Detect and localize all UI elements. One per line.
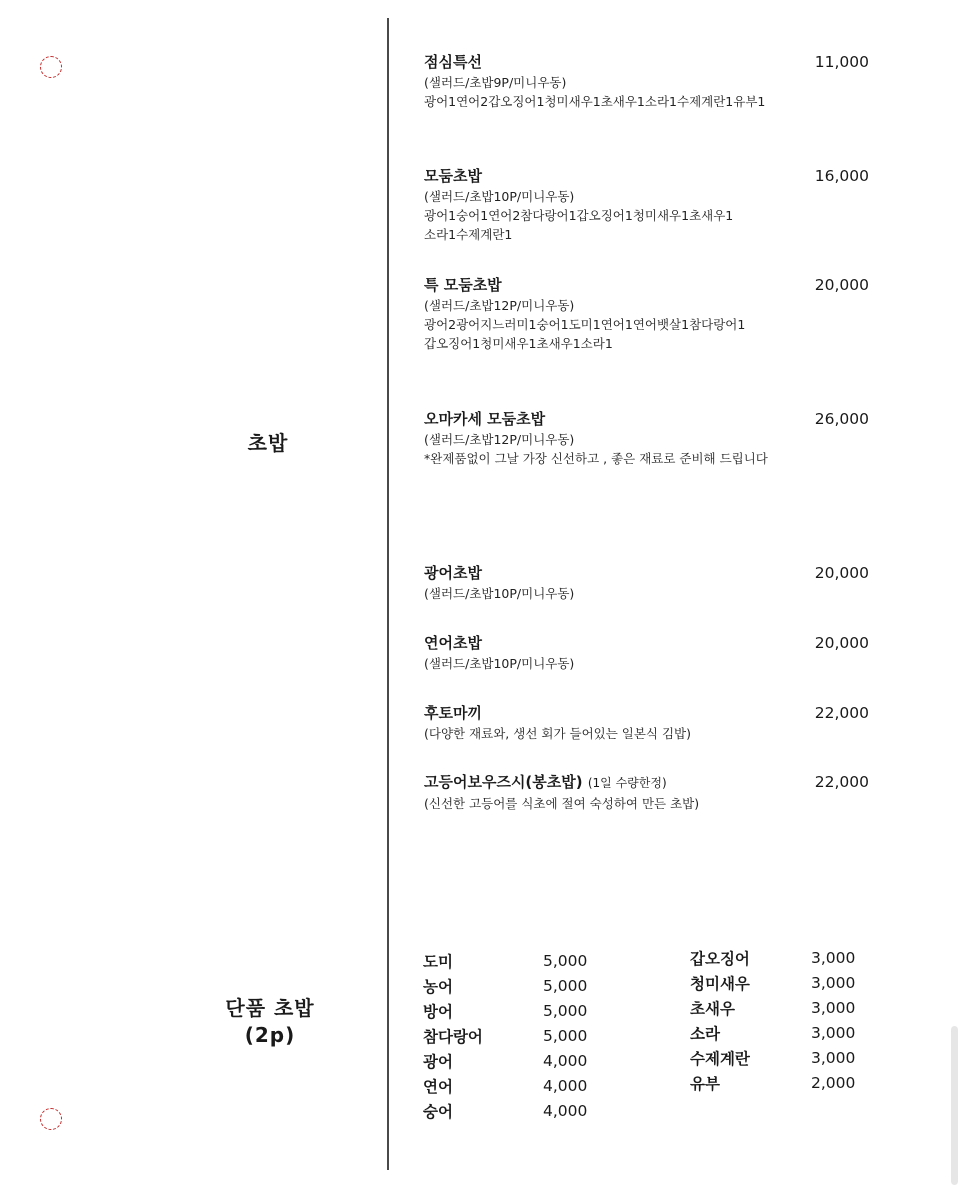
single-sushi-name: 청미새우	[690, 975, 750, 993]
single-sushi-name: 숭어	[423, 1103, 453, 1121]
single-sushi-price: 3,000	[811, 949, 856, 967]
single-sushi-price: 3,000	[811, 999, 856, 1017]
single-sushi-price: 3,000	[811, 1049, 856, 1067]
section-title-sushi: 초밥	[247, 431, 289, 455]
single-sushi-row	[690, 1071, 870, 1096]
single-sushi-row	[690, 971, 870, 996]
single-sushi-name: 갑오징어	[690, 950, 750, 968]
item-description: 소라1수제계란1	[424, 227, 513, 242]
binder-hole-top	[40, 56, 62, 78]
menu-item-salmon-sushi	[424, 633, 869, 673]
single-sushi-price: 5,000	[543, 952, 588, 970]
single-sushi-name: 도미	[423, 953, 453, 971]
single-sushi-name: 유부	[690, 1075, 720, 1093]
menu-item-omakase-assorted-sushi	[424, 409, 869, 468]
item-description: *완제품없이 그날 가장 신선하고 , 좋은 재료로 준비해 드립니다	[424, 451, 768, 466]
single-sushi-row	[690, 946, 870, 971]
single-sushi-price: 3,000	[811, 1024, 856, 1042]
binder-hole-bottom	[40, 1108, 62, 1130]
single-sushi-price: 4,000	[543, 1102, 588, 1120]
item-description: 광어1연어2갑오징어1청미새우1초새우1소라1수제계란1유부1	[424, 94, 766, 109]
single-sushi-row	[690, 996, 870, 1021]
item-description: 광어1숭어1연어2참다랑어1갑오징어1청미새우1초새우1	[424, 208, 734, 223]
single-sushi-row	[423, 1024, 603, 1049]
single-sushi-row	[423, 1099, 603, 1124]
item-name: 후토마끼	[424, 704, 482, 722]
menu-item-special-assorted-sushi	[424, 275, 869, 353]
single-sushi-name: 초새우	[690, 1000, 735, 1018]
item-price: 22,000	[814, 704, 869, 722]
single-sushi-row	[423, 999, 603, 1024]
single-sushi-list-right	[690, 946, 870, 1096]
item-name	[424, 772, 869, 794]
single-sushi-name: 수제계란	[690, 1050, 750, 1068]
item-name-text: 고등어보우즈시(봉초밥)	[424, 773, 583, 791]
menu-item-futomaki	[424, 703, 869, 743]
item-price: 22,000	[814, 773, 869, 791]
single-sushi-price: 5,000	[543, 1002, 588, 1020]
item-name: 오마카세 모둠초밥	[424, 410, 546, 428]
item-name: 모둠초밥	[424, 167, 482, 185]
single-sushi-row	[690, 1046, 870, 1071]
scrollbar[interactable]	[951, 1026, 958, 1185]
single-sushi-name: 연어	[423, 1078, 453, 1096]
menu-item-flatfish-sushi	[424, 563, 869, 603]
single-sushi-name: 방어	[423, 1003, 453, 1021]
item-price: 26,000	[814, 410, 869, 428]
item-name: 특 모둠초밥	[424, 276, 502, 294]
section-title-single-sushi	[200, 995, 340, 1049]
item-description: 갑오징어1청미새우1초새우1소라1	[424, 336, 613, 351]
item-description: (다양한 재료와, 생선 회가 들어있는 일본식 김밥)	[424, 726, 691, 741]
single-sushi-row	[423, 949, 603, 974]
single-sushi-price: 2,000	[811, 1074, 856, 1092]
single-sushi-name: 광어	[423, 1053, 453, 1071]
single-sushi-row	[690, 1021, 870, 1046]
item-description: (샐러드/초밥10P/미니우동)	[424, 656, 575, 671]
item-description: (신선한 고등어를 식초에 절여 숙성하여 만든 초밥)	[424, 796, 700, 811]
single-sushi-name: 소라	[690, 1025, 720, 1043]
single-sushi-price: 5,000	[543, 977, 588, 995]
item-name: 연어초밥	[424, 634, 482, 652]
item-price: 20,000	[814, 276, 869, 294]
item-description: (샐러드/초밥12P/미니우동)	[424, 432, 575, 447]
item-name: 점심특선	[424, 53, 482, 71]
single-sushi-name: 참다랑어	[423, 1028, 483, 1046]
column-divider	[387, 18, 389, 1170]
single-sushi-name: 농어	[423, 978, 453, 996]
item-description: (샐러드/초밥10P/미니우동)	[424, 586, 575, 601]
single-sushi-row	[423, 1049, 603, 1074]
section-title-single-line1: 단품 초밥	[225, 996, 315, 1020]
item-price: 11,000	[814, 53, 869, 71]
menu-item-lunch-special	[424, 52, 869, 111]
item-description: (샐러드/초밥12P/미니우동)	[424, 298, 575, 313]
item-limited-note: (1일 수량한정)	[587, 776, 667, 790]
single-sushi-row	[423, 1074, 603, 1099]
single-sushi-price: 4,000	[543, 1077, 588, 1095]
item-price: 16,000	[814, 167, 869, 185]
menu-item-assorted-sushi	[424, 166, 869, 244]
item-name: 광어초밥	[424, 564, 482, 582]
single-sushi-price: 3,000	[811, 974, 856, 992]
menu-item-mackerel-bouzushi	[424, 772, 869, 813]
item-price: 20,000	[814, 634, 869, 652]
single-sushi-price: 5,000	[543, 1027, 588, 1045]
section-title-single-line2: (2p)	[244, 1023, 296, 1047]
item-description: (샐러드/초밥9P/미니우동)	[424, 75, 567, 90]
item-description: 광어2광어지느러미1숭어1도미1연어1연어뱃살1참다랑어1	[424, 317, 746, 332]
single-sushi-list-left	[423, 949, 603, 1124]
item-price: 20,000	[814, 564, 869, 582]
single-sushi-row	[423, 974, 603, 999]
item-description: (샐러드/초밥10P/미니우동)	[424, 189, 575, 204]
single-sushi-price: 4,000	[543, 1052, 588, 1070]
